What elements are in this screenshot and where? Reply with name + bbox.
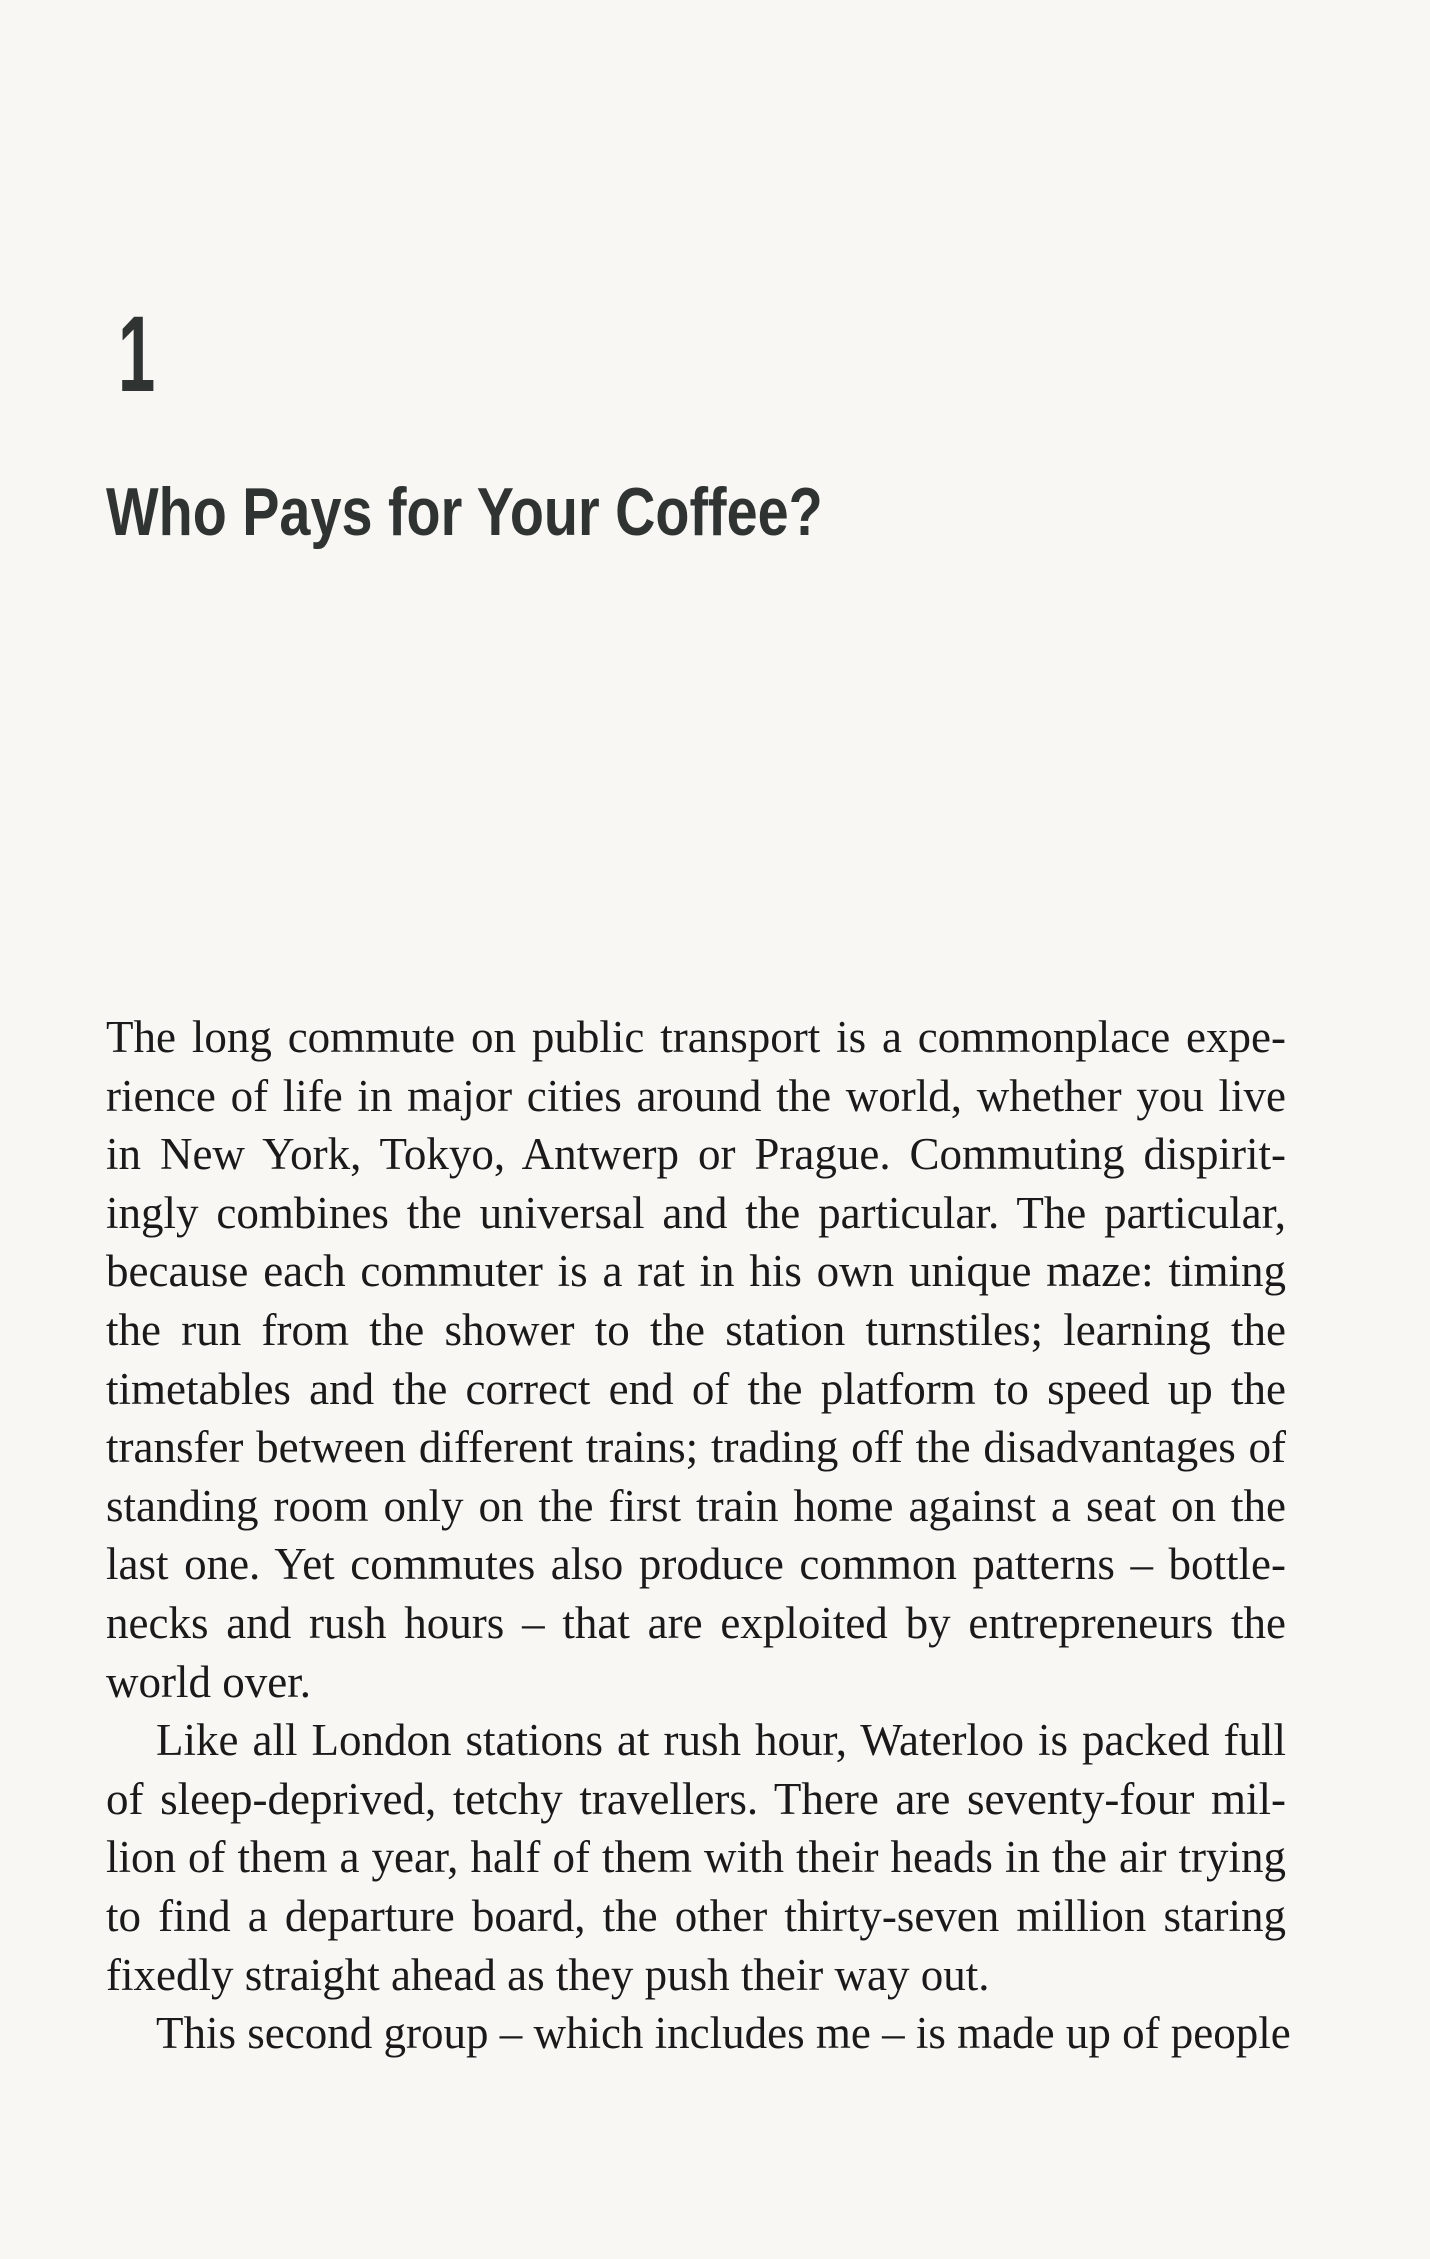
paragraph-3	[106, 2004, 1291, 2063]
text-line: in New York, Tokyo, Antwerp or Prague. Commuting dispirit-	[106, 1129, 1286, 1180]
paragraph-2	[106, 1711, 1286, 2004]
text-line: rience of life in major cities around the world, whether you live	[106, 1070, 1286, 1121]
text-line: the run from the shower to the station turnstiles; learning the	[106, 1304, 1286, 1355]
text-line: necks and rush hours – that are exploited by entrepreneurs the	[106, 1597, 1286, 1648]
paragraph-1	[106, 1008, 1286, 1711]
text-line: because each commuter is a rat in his own unique maze: timing	[106, 1246, 1286, 1297]
text-line: This second group – which includes me – is made up of people	[156, 2008, 1291, 2059]
text-line: world over.	[106, 1656, 311, 1707]
text-line: fixedly straight ahead as they push their way out.	[106, 1949, 990, 2000]
chapter-number: 1	[118, 293, 156, 414]
text-line: to find a departure board, the other thirty-seven million staring	[106, 1890, 1286, 1941]
text-line: The long commute on public transport is a commonplace expe-	[106, 1012, 1286, 1062]
text-line: transfer between different trains; trading off the disadvantages of	[106, 1422, 1286, 1473]
text-line: Like all London stations at rush hour, Waterloo is packed full	[156, 1715, 1286, 1766]
text-line: timetables and the correct end of the platform to speed up the	[106, 1363, 1286, 1414]
text-line: last one. Yet commutes also produce common patterns – bottle-	[106, 1539, 1286, 1590]
text-line: of sleep-deprived, tetchy travellers. There are seventy-four mil-	[106, 1773, 1286, 1824]
body-text	[106, 1008, 1291, 2063]
text-line: lion of them a year, half of them with their heads in the air trying	[106, 1832, 1286, 1883]
chapter-title: Who Pays for Your Coffee?	[106, 474, 823, 550]
text-line: standing room only on the first train home against a seat on the	[106, 1480, 1286, 1531]
text-line: ingly combines the universal and the particular. The particular,	[106, 1187, 1286, 1238]
